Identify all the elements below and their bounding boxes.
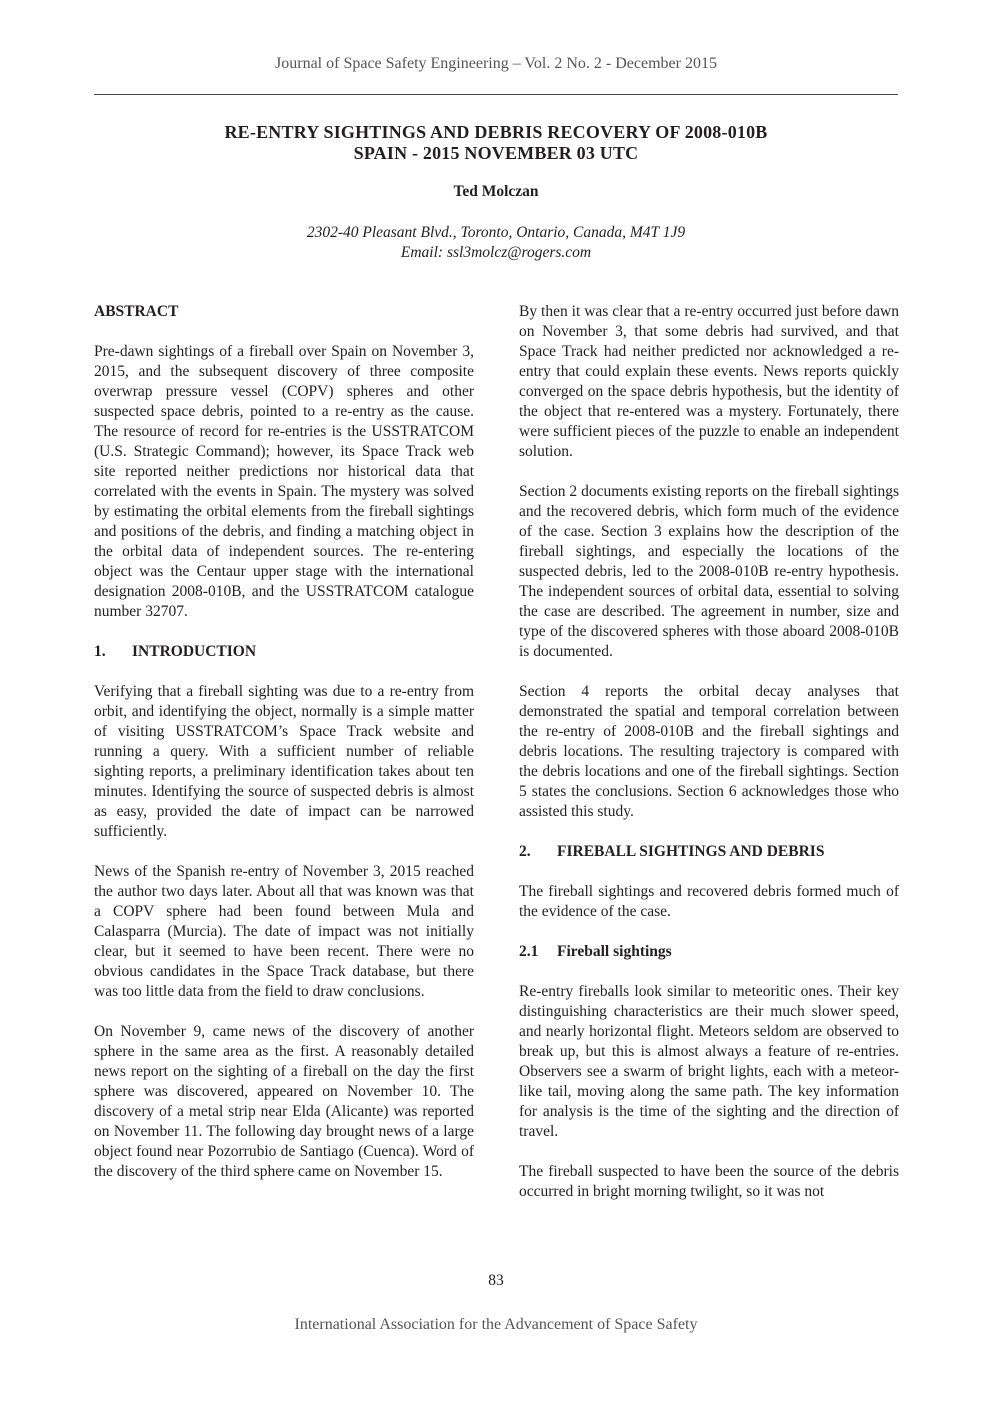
page-number: 83 xyxy=(488,1272,504,1289)
section-2-heading xyxy=(519,842,899,862)
article-title xyxy=(94,122,898,164)
subsection-2-1-heading xyxy=(519,942,899,962)
right-column xyxy=(519,302,899,1222)
author-affiliation xyxy=(94,223,898,263)
section-2-paragraph-1: The fireball sightings and recovered debris formed much of the evidence of the case. xyxy=(519,883,899,920)
running-header: Journal of Space Safety Engineering – Vol. 2 No. 2 - December 2015 xyxy=(275,55,717,72)
title-line-2: SPAIN - 2015 NOVEMBER 03 UTC xyxy=(353,143,639,163)
section-2-number: 2. xyxy=(519,843,531,860)
header-rule xyxy=(94,94,898,95)
title-line-1: RE-ENTRY SIGHTINGS AND DEBRIS RECOVERY OF 2008-010B xyxy=(224,122,768,142)
subsection-2-1-number: 2.1 xyxy=(519,943,539,960)
section-2-paragraph-2: Re-entry fireballs look similar to meteoritic ones. Their key distinguishing characteristics are their much slower speed, and nearly horizontal flight. Meteors seldom are observed to break up, but this is almost always a feature of re-entries. Observers see a swarm of bright lights, each with a meteor-like tail, moving along the same path. The key information for analysis is the time of the sighting and the direction of travel. xyxy=(519,983,899,1140)
intro-paragraph-2: News of the Spanish re-entry of November 3, 2015 reached the author two days later. About all that was known was that a COPV sphere had been found between Mula and Calasparra (Murcia). The date of impact was not initially clear, but it seemed to have been recent. There were no obvious candidates in the Space Track database, but there was too little data from the field to draw conclusions. xyxy=(94,863,474,1000)
left-column xyxy=(94,302,474,1202)
author-name: Ted Molczan xyxy=(453,183,539,200)
author-address: 2302-40 Pleasant Blvd., Toronto, Ontario, Canada, M4T 1J9 xyxy=(306,224,686,241)
abstract-heading: ABSTRACT xyxy=(94,303,179,320)
intro-paragraph-6: Section 4 reports the orbital decay analyses that demonstrated the spatial and temporal correlation between the re-entry of 2008-010B and the fireball sightings and debris locations. The resulting trajectory is compared with the debris locations and one of the fireball sightings. Section 5 states the conclusions. Section 6 acknowledges those who assisted this study. xyxy=(519,683,899,820)
intro-paragraph-4: By then it was clear that a re-entry occurred just before dawn on November 3, that some debris had survived, and that Space Track had neither predicted nor acknowledged a re-entry that could explain these events. News reports quickly converged on the space debris hypothesis, but the identity of the object that re-entered was a mystery. Fortunately, there were sufficient pieces of the puzzle to enable an independent solution. xyxy=(519,303,899,460)
author-email: Email: ssl3molcz@rogers.com xyxy=(400,244,592,261)
intro-paragraph-5: Section 2 documents existing reports on the fireball sightings and the recovered debris, which form much of the evidence of the case. Section 3 explains how the description of the fireball sightings, and especially the locations of the suspected debris, led to the 2008-010B re-entry hypothesis. The independent sources of orbital data, essential to solving the case are described. The agreement in number, size and type of the discovered spheres with those aboard 2008-010B is documented. xyxy=(519,483,899,660)
section-1-title: INTRODUCTION xyxy=(132,643,257,660)
footer-organization: International Association for the Advancement of Space Safety xyxy=(294,1316,698,1333)
section-1-number: 1. xyxy=(94,643,106,660)
section-1-heading xyxy=(94,642,474,662)
section-2-paragraph-3: The fireball suspected to have been the source of the debris occurred in bright morning twilight, so it was not xyxy=(519,1163,899,1200)
intro-paragraph-1: Verifying that a fireball sighting was due to a re-entry from orbit, and identifying the object, normally is a simple matter of visiting USSTRATCOM’s Space Track website and running a query. With a sufficient number of reliable sighting reports, a preliminary identification takes about ten minutes. Identifying the source of suspected debris is almost as easy, provided the date of impact can be narrowed sufficiently. xyxy=(94,683,474,840)
abstract-paragraph: Pre-dawn sightings of a fireball over Spain on November 3, 2015, and the subsequent discovery of three composite overwrap pressure vessel (COPV) spheres and other suspected space debris, pointed to a re-entry as the cause. The resource of record for re-entries is the USSTRATCOM (U.S. Strategic Command); however, its Space Track web site reported neither predictions nor historical data that correlated with the events in Spain. The mystery was solved by estimating the orbital elements from the fireball sightings and positions of the debris, and finding a matching object in the orbital data of independent sources. The re-entering object was the Centaur upper stage with the international designation 2008-010B, and the USSTRATCOM catalogue number 32707. xyxy=(94,343,474,620)
subsection-2-1-title: Fireball sightings xyxy=(557,943,672,960)
section-2-title: FIREBALL SIGHTINGS AND DEBRIS xyxy=(557,843,825,860)
intro-paragraph-3: On November 9, came news of the discovery of another sphere in the same area as the first. A reasonably detailed news report on the sighting of a fireball on the day the first sphere was discovered, appeared on November 10. The discovery of a metal strip near Elda (Alicante) was reported on November 11. The following day brought news of a large object found near Pozorrubio de Santiago (Cuenca). Word of the discovery of the third sphere came on November 15. xyxy=(94,1023,474,1180)
